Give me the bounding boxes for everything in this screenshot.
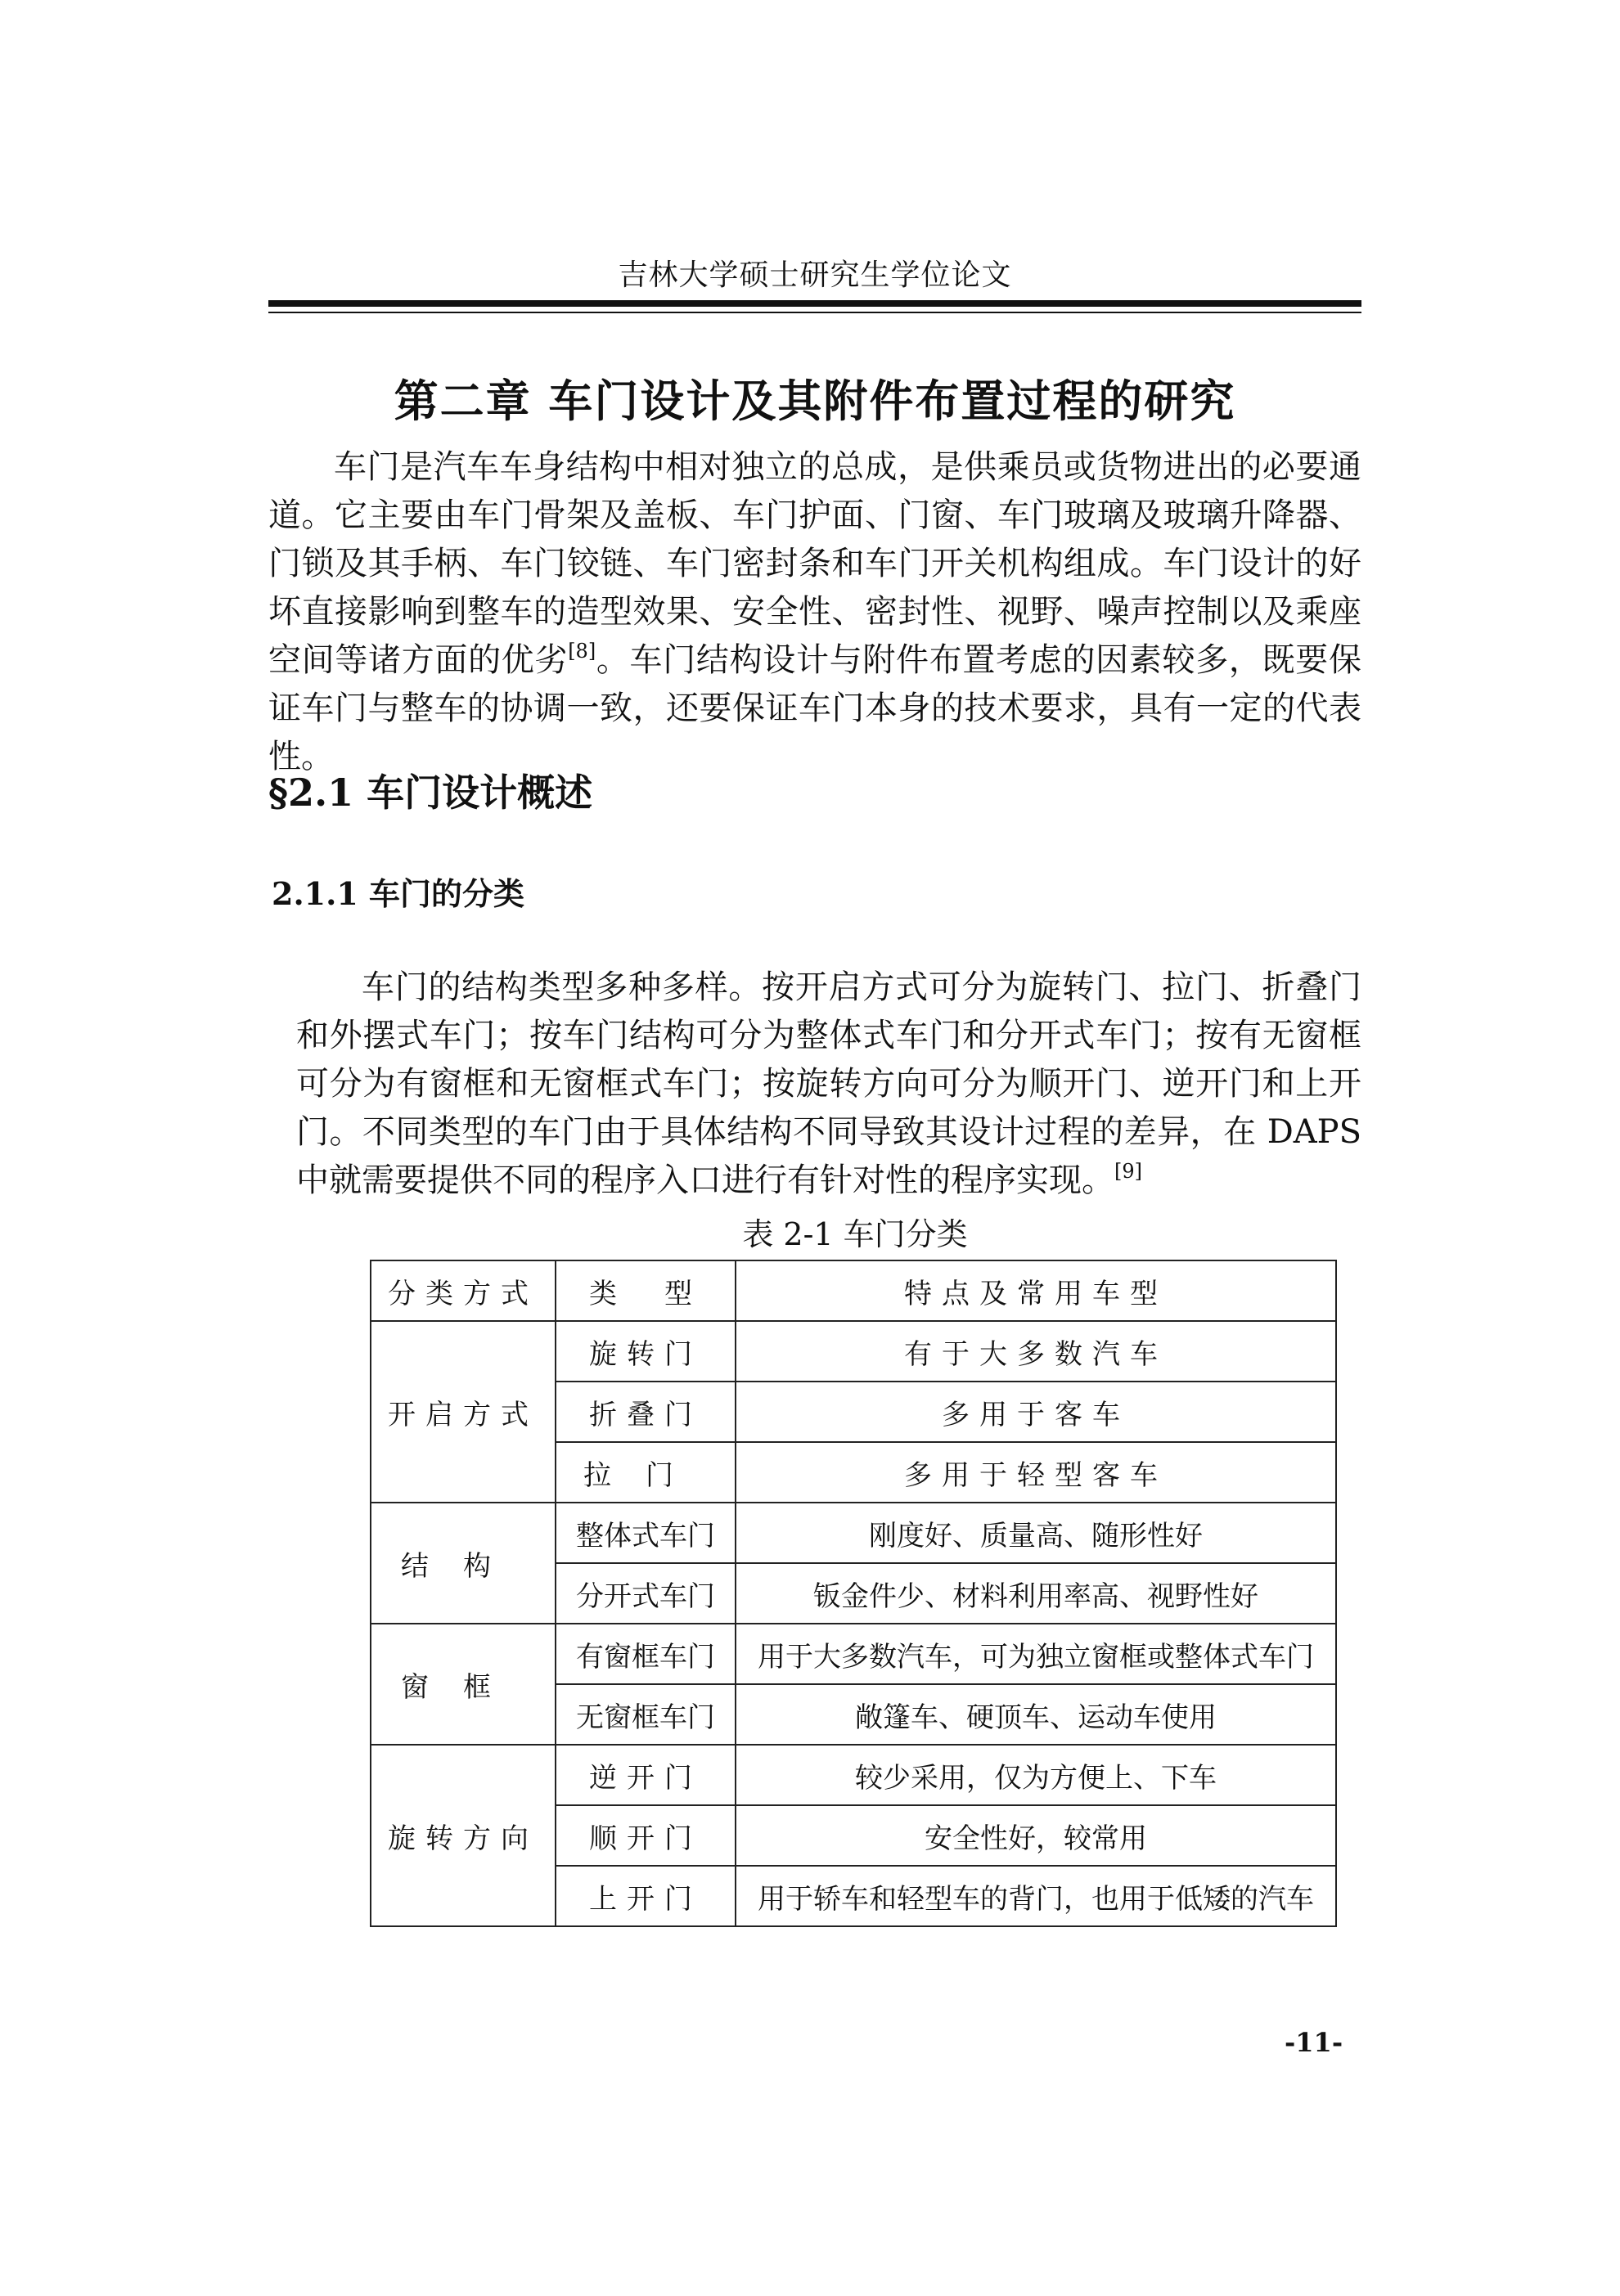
chapter-title: 第二章 车门设计及其附件布置过程的研究	[394, 375, 1236, 427]
header-cell-type: 类 型	[556, 1260, 736, 1321]
desc-cell: 较少采用，仅为方便上、下车	[736, 1745, 1336, 1805]
header-rule-thick	[268, 300, 1361, 307]
desc-cell: 多用于轻型客车	[736, 1442, 1336, 1503]
desc-cell: 安全性好，较常用	[736, 1805, 1336, 1866]
header-rule-thin	[268, 312, 1361, 313]
door-classification-table	[370, 1260, 1337, 1927]
table-header-row	[371, 1260, 1336, 1321]
page-number: -11-	[1285, 2027, 1343, 2058]
type-cell: 无窗框车门	[556, 1684, 736, 1745]
table-caption: 表 2-1 车门分类	[742, 1216, 968, 1252]
paragraph-classification-text: 车门的结构类型多种多样。按开启方式可分为旋转门、拉门、折叠门和外摆式车门；按车门结构可分为整体式车门和分开式车门；按有无窗框可分为有窗框和无窗框式车门；按旋转方向可分为顺开门、逆开门和上开门。不同类型的车门由于具体结构不同导致其设计过程的差异，在 DAPS 中就需要提供不同的程序入口进行有针对性的程序实现。	[296, 968, 1361, 1199]
desc-cell: 钣金件少、材料利用率高、视野性好	[736, 1563, 1336, 1624]
table-row	[371, 1321, 1336, 1382]
paragraph-intro-text-b: 。车门结构设计与附件布置考虑的因素较多，既要保证车门与整车的协调一致，还要保证车门本身的技术要求，具有一定的代表性。	[268, 641, 1361, 775]
type-cell: 逆开门	[556, 1745, 736, 1805]
type-cell: 整体式车门	[556, 1503, 736, 1563]
table-row	[371, 1745, 1336, 1805]
type-cell: 分开式车门	[556, 1563, 736, 1624]
type-cell: 上开门	[556, 1866, 736, 1926]
type-cell: 折叠门	[556, 1382, 736, 1442]
desc-cell: 刚度好、质量高、随形性好	[736, 1503, 1336, 1563]
group-cell: 结构	[371, 1503, 556, 1624]
paragraph-intro	[268, 443, 1361, 781]
desc-cell: 有于大多数汽车	[736, 1321, 1336, 1382]
group-cell: 窗框	[371, 1624, 556, 1745]
desc-cell: 用于大多数汽车，可为独立窗框或整体式车门	[736, 1624, 1336, 1684]
section-title: §2.1 车门设计概述	[268, 771, 593, 815]
paragraph-classification	[296, 964, 1361, 1205]
citation-9: [9]	[1114, 1160, 1142, 1183]
desc-cell: 多用于客车	[736, 1382, 1336, 1442]
citation-8: [8]	[568, 640, 596, 663]
table-row	[371, 1503, 1336, 1563]
subsection-title: 2.1.1 车门的分类	[272, 875, 525, 912]
type-cell: 顺开门	[556, 1805, 736, 1866]
header-cell-features: 特点及常用车型	[736, 1260, 1336, 1321]
header-cell-method: 分类方式	[371, 1260, 556, 1321]
table-row	[371, 1624, 1336, 1684]
group-cell: 开启方式	[371, 1321, 556, 1503]
running-header: 吉林大学硕士研究生学位论文	[618, 258, 1012, 292]
desc-cell: 敞篷车、硬顶车、运动车使用	[736, 1684, 1336, 1745]
paragraph-intro-text-a: 车门是汽车车身结构中相对独立的总成，是供乘员或货物进出的必要通道。它主要由车门骨架及盖板、车门护面、门窗、车门玻璃及玻璃升降器、门锁及其手柄、车门铰链、车门密封条和车门开关机构组成。车门设计的好坏直接影响到整车的造型效果、安全性、密封性、视野、噪声控制以及乘座空间等诸方面的优劣	[268, 448, 1361, 679]
type-cell: 拉门	[556, 1442, 736, 1503]
desc-cell: 用于轿车和轻型车的背门，也用于低矮的汽车	[736, 1866, 1336, 1926]
type-cell: 旋转门	[556, 1321, 736, 1382]
type-cell: 有窗框车门	[556, 1624, 736, 1684]
group-cell: 旋转方向	[371, 1745, 556, 1926]
